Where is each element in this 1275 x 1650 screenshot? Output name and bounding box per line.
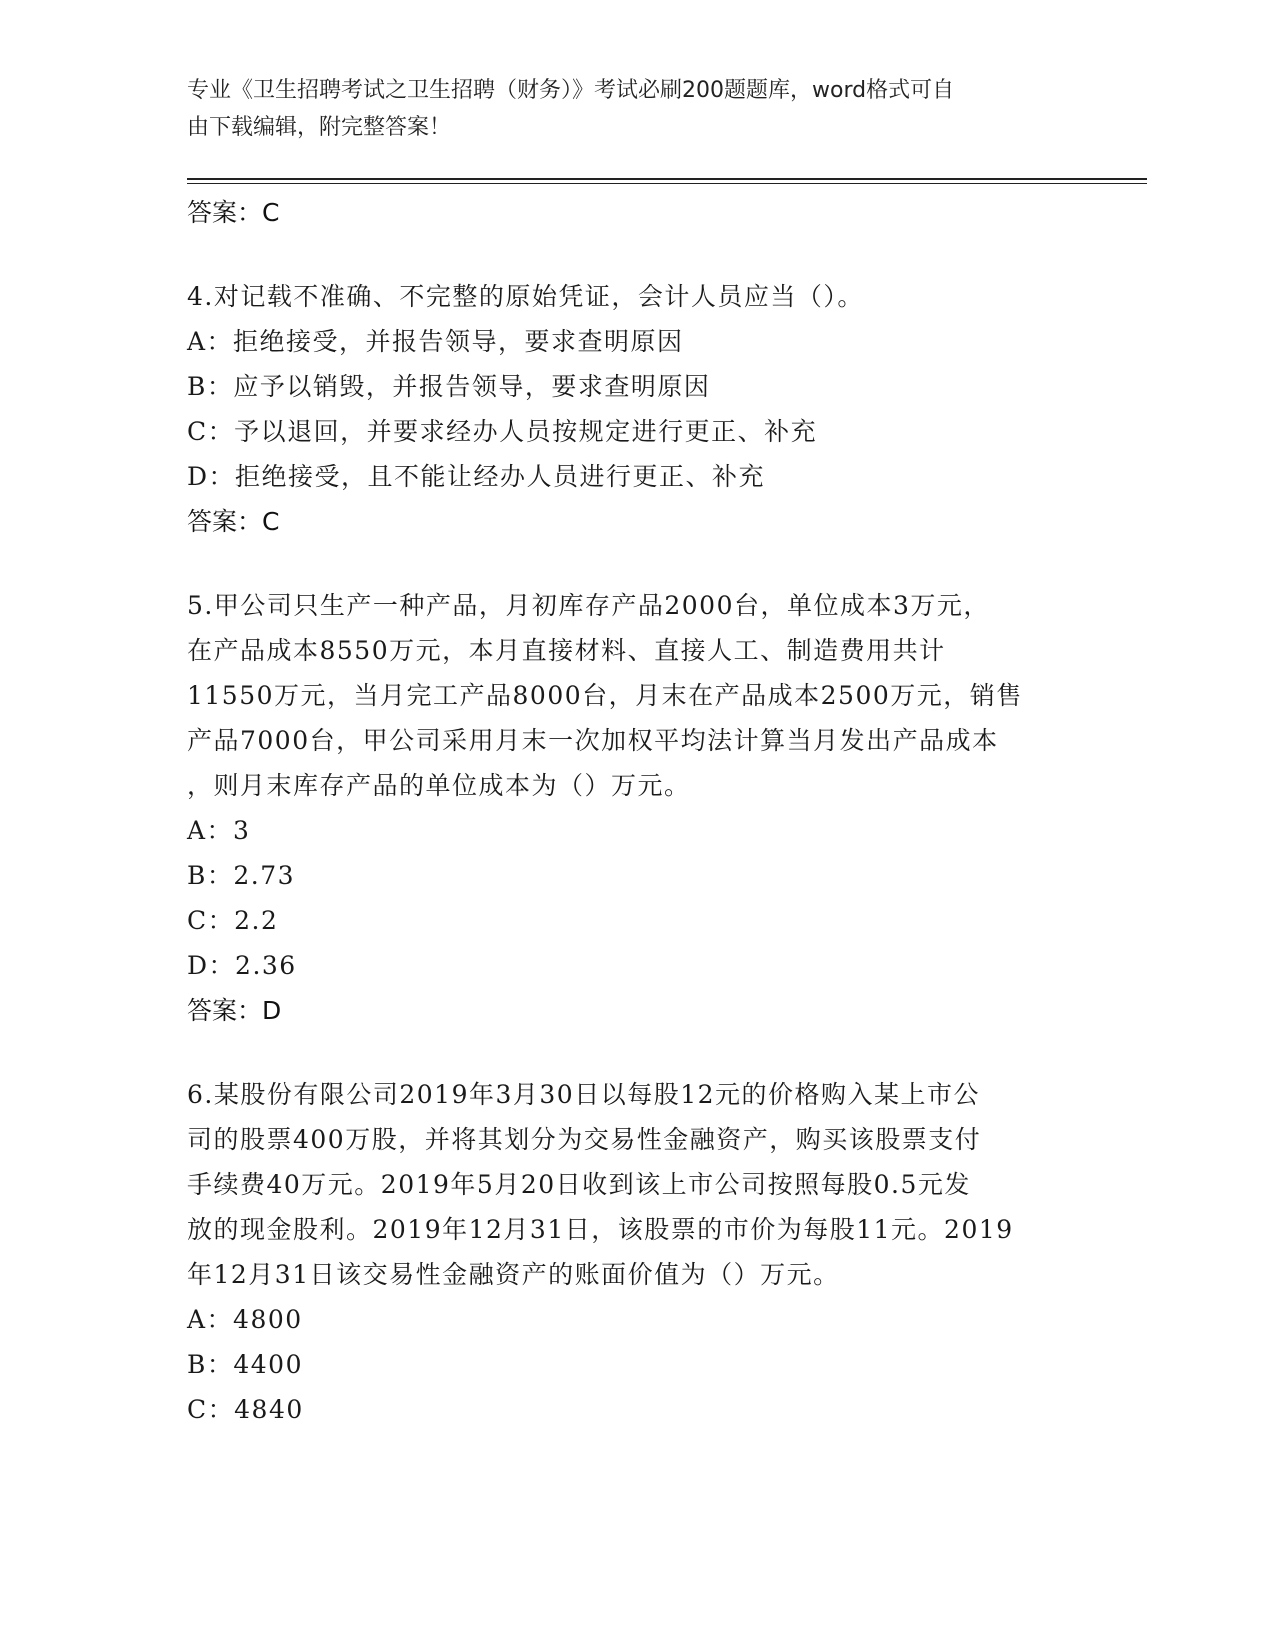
option-b: B：4400 xyxy=(187,1350,303,1379)
question-5 xyxy=(187,583,1087,1034)
option-a: A：4800 xyxy=(187,1305,303,1334)
header-divider-thick xyxy=(187,178,1147,180)
question-text-line: 11550万元，当月完工产品8000台，月末在产品成本2500万元，销售 xyxy=(187,681,1023,710)
question-text-line: 在产品成本8550万元，本月直接材料、直接人工、制造费用共计 xyxy=(187,636,946,665)
header-line-1: 专业《卫生招聘考试之卫生招聘（财务）》考试必刷200题题库，word格式可自 xyxy=(187,78,955,103)
option-a: A：3 xyxy=(187,816,251,845)
document-header xyxy=(187,72,1067,146)
question-text-line: 司的股票400万股，并将其划分为交易性金融资产，购买该股票支付 xyxy=(187,1125,982,1154)
question-text-line: 放的现金股利。2019年12月31日，该股票的市价为每股11元。2019 xyxy=(187,1215,1014,1244)
document-body xyxy=(187,190,1087,1432)
question-text-line: 5.甲公司只生产一种产品，月初库存产品2000台，单位成本3万元， xyxy=(187,591,990,620)
option-b: B：应予以销毁，并报告领导，要求查明原因 xyxy=(187,372,711,401)
header-line-2: 由下载编辑，附完整答案！ xyxy=(187,115,452,140)
question-6 xyxy=(187,1072,1087,1432)
question-text-line: 年12月31日该交易性金融资产的账面价值为（）万元。 xyxy=(187,1260,840,1289)
answer-line: 答案：C xyxy=(187,507,280,536)
question-4 xyxy=(187,274,1087,545)
option-d: D：2.36 xyxy=(187,951,297,980)
option-a: A：拒绝接受，并报告领导，要求查明原因 xyxy=(187,327,684,356)
question-text-line: 6.某股份有限公司2019年3月30日以每股12元的价格购入某上市公 xyxy=(187,1080,981,1109)
option-c: C：4840 xyxy=(187,1395,304,1424)
question-text-line: 4.对记载不准确、不完整的原始凭证，会计人员应当（）。 xyxy=(187,282,864,311)
option-b: B：2.73 xyxy=(187,861,296,890)
option-c: C：予以退回，并要求经办人员按规定进行更正、补充 xyxy=(187,417,818,446)
option-c: C：2.2 xyxy=(187,906,279,935)
option-d: D：拒绝接受，且不能让经办人员进行更正、补充 xyxy=(187,462,766,491)
question-text-line: ，则月末库存产品的单位成本为（）万元。 xyxy=(187,771,691,800)
question-text-line: 手续费40万元。2019年5月20日收到该上市公司按照每股0.5元发 xyxy=(187,1170,971,1199)
question-text-line: 产品7000台，甲公司采用月末一次加权平均法计算当月发出产品成本 xyxy=(187,726,999,755)
answer-line: 答案：D xyxy=(187,996,282,1025)
header-divider-thin xyxy=(187,183,1147,184)
answer-line: 答案：C xyxy=(187,198,280,227)
